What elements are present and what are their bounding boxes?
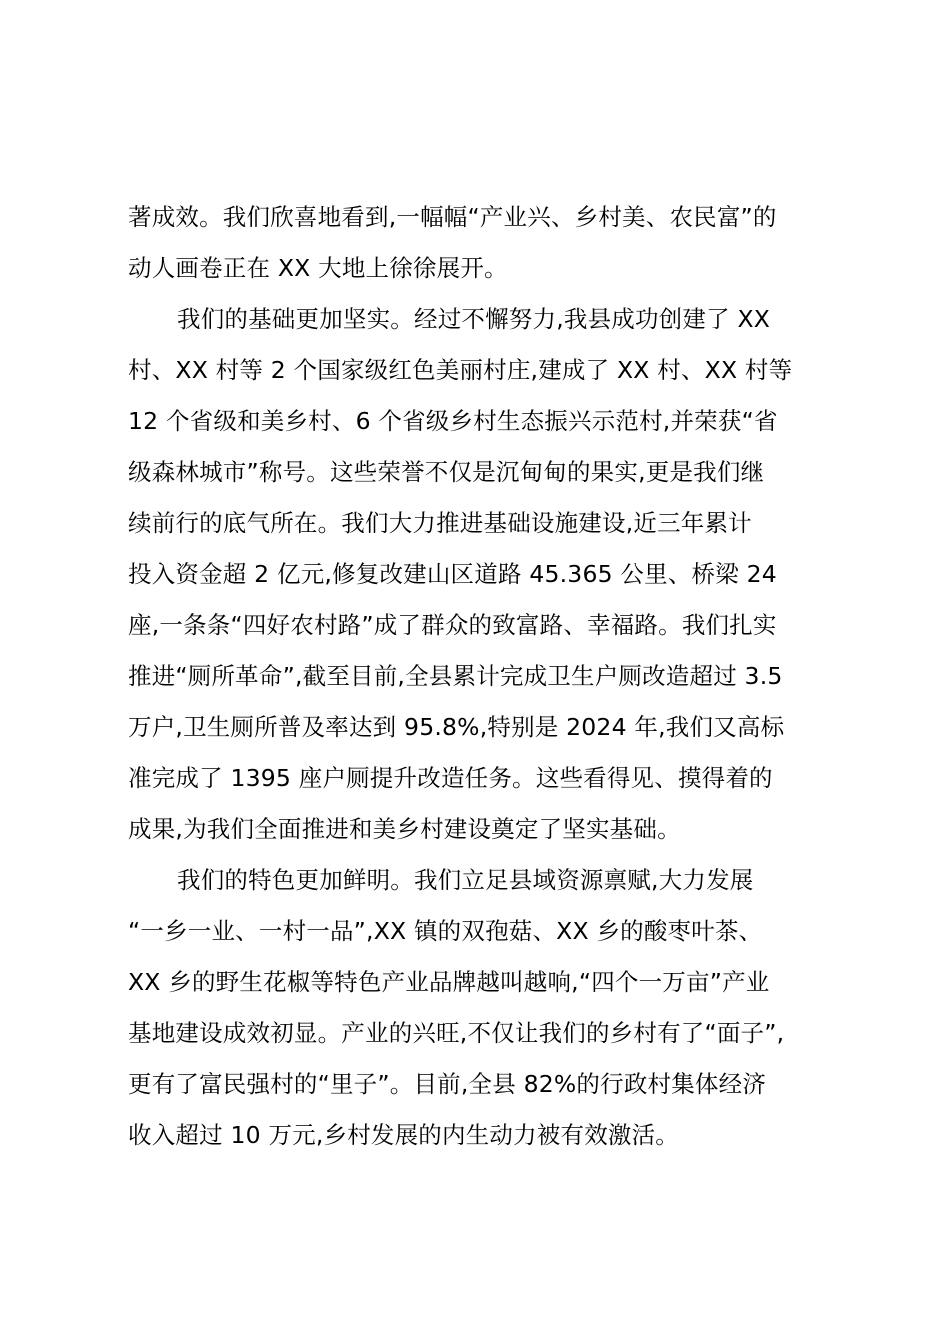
text-line: 基地建设成效初显。产业的兴旺,不仅让我们的乡村有了“面子”, <box>128 1019 785 1047</box>
text-line: 12 个省级和美乡村、6 个省级乡村生态振兴示范村,并荣获“省 <box>128 407 778 435</box>
text-line: 续前行的底气所在。我们大力推进基础设施建设,近三年累计 <box>128 509 752 537</box>
text-line: 我们的特色更加鲜明。我们立足县域资源禀赋,大力发展 <box>177 866 754 894</box>
text-line: 级森林城市”称号。这些荣誉不仅是沉甸甸的果实,更是我们继 <box>128 458 765 486</box>
text-line: 推进“厕所革命”,截至目前,全县累计完成卫生户厕改造超过 3.5 <box>128 662 783 690</box>
text-line: 收入超过 10 万元,乡村发展的内生动力被有效激活。 <box>128 1121 680 1149</box>
text-line: 万户,卫生厕所普及率达到 95.8%,特别是 2024 年,我们又高标 <box>128 713 785 741</box>
text-line: 座,一条条“四好农村路”成了群众的致富路、幸福路。我们扎实 <box>128 611 777 639</box>
text-line: XX 乡的野生花椒等特色产业品牌越叫越响,“四个一万亩”产业 <box>128 968 770 996</box>
text-line: 我们的基础更加坚实。经过不懈努力,我县成功创建了 XX <box>177 305 771 333</box>
text-line: 投入资金超 2 亿元,修复改建山区道路 45.365 公里、桥梁 24 <box>128 560 777 588</box>
text-line: 准完成了 1395 座户厕提升改造任务。这些看得见、摸得着的 <box>128 764 773 792</box>
text-line: 更有了富民强村的“里子”。目前,全县 82%的行政村集体经济 <box>128 1070 767 1098</box>
document-body <box>128 192 828 1161</box>
paragraph-foundation <box>128 294 828 855</box>
text-line: 成果,为我们全面推进和美乡村建设奠定了坚实基础。 <box>128 815 681 843</box>
text-line: 著成效。我们欣喜地看到,一幅幅“产业兴、乡村美、农民富”的 <box>128 203 777 231</box>
paragraph-features <box>128 855 828 1161</box>
text-line: 动人画卷正在 XX 大地上徐徐展开。 <box>128 254 508 282</box>
text-line: “一乡一业、一村一品”,XX 镇的双孢菇、XX 乡的酸枣叶茶、 <box>128 917 763 945</box>
text-line: 村、XX 村等 2 个国家级红色美丽村庄,建成了 XX 村、XX 村等 <box>128 356 793 384</box>
paragraph-intro-continuation <box>128 192 828 294</box>
